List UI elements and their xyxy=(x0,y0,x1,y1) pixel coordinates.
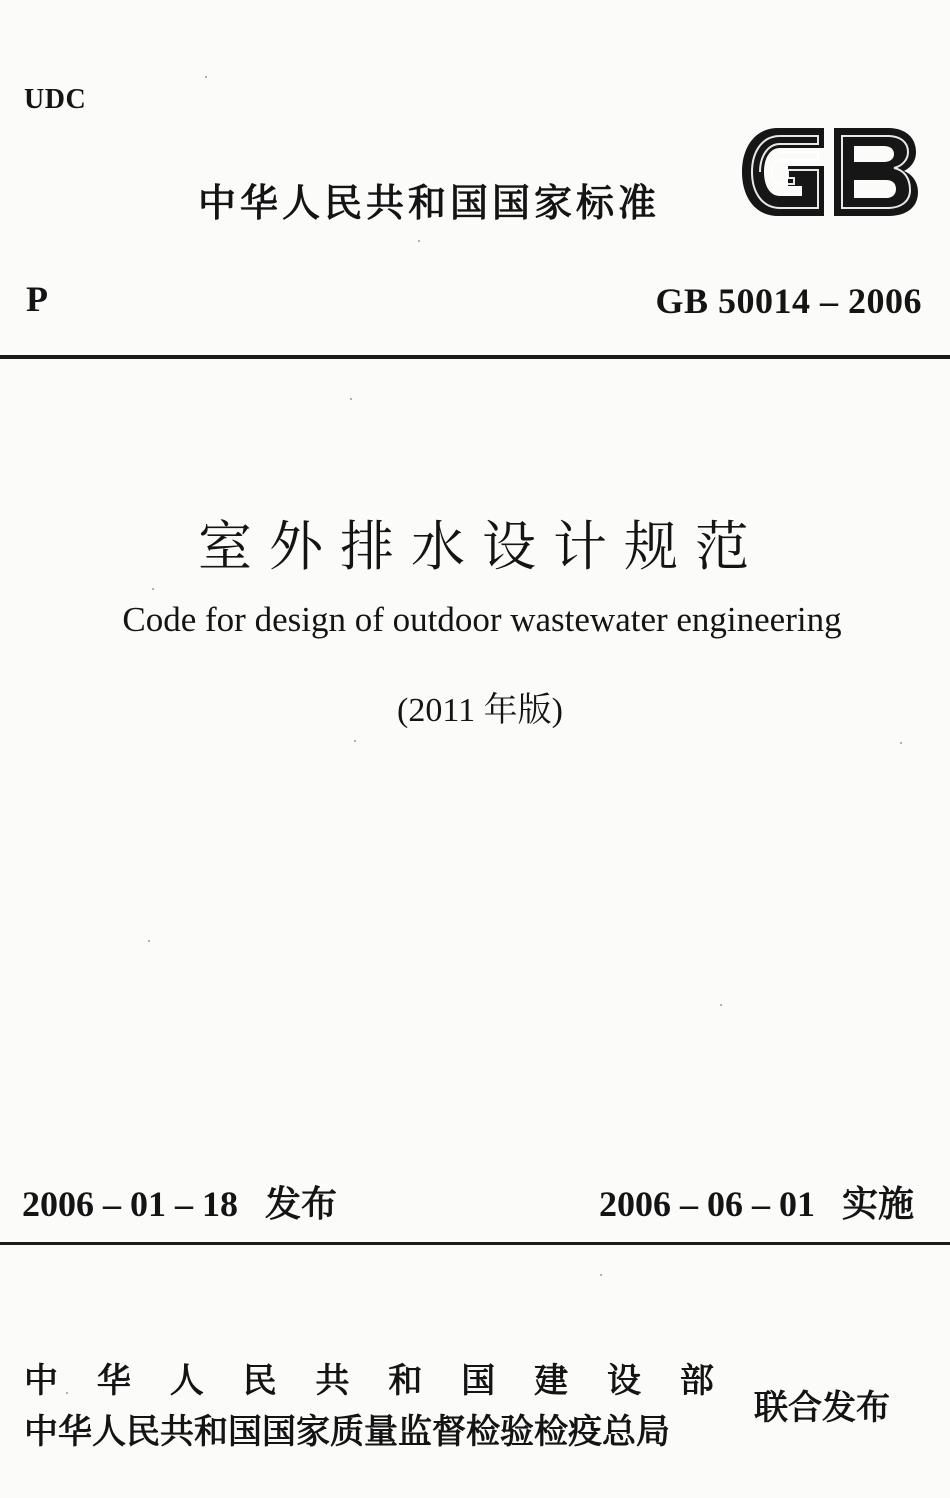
chinese-title: 室外排水设计规范 xyxy=(198,515,766,578)
scan-speck xyxy=(354,740,356,742)
scan-speck xyxy=(205,76,207,78)
standard-type-heading: 中华人民共和国国家标准 xyxy=(198,181,661,225)
gb-logo xyxy=(738,122,922,222)
release-date-block xyxy=(22,1176,337,1227)
scan-speck xyxy=(720,1004,722,1006)
top-divider xyxy=(0,355,950,359)
scan-speck xyxy=(350,398,352,400)
english-title: Code for design of outdoor wastewater engineering xyxy=(122,600,842,639)
issuer-char: 中 xyxy=(24,1361,58,1401)
release-date: 2006 – 01 – 18 xyxy=(22,1184,238,1224)
issuer-char: 部 xyxy=(679,1361,714,1401)
udc-label: UDC xyxy=(24,84,87,115)
scan-speck xyxy=(66,1392,68,1394)
bottom-divider xyxy=(0,1242,950,1245)
issuer-char: 人 xyxy=(169,1361,204,1401)
issuer-char: 民 xyxy=(242,1361,277,1401)
effective-date-block xyxy=(599,1176,914,1227)
issuer-char: 共 xyxy=(315,1361,350,1401)
issuer-char: 国 xyxy=(461,1361,496,1401)
effective-label: 实施 xyxy=(841,1184,914,1225)
release-label: 发布 xyxy=(265,1184,338,1225)
scan-speck xyxy=(600,1274,602,1276)
issuer-char: 设 xyxy=(607,1361,641,1401)
issuer-ministry-of-construction xyxy=(24,1353,714,1402)
issuer-aqsiq: 中华人民共和国国家质量监督检验检疫总局 xyxy=(24,1412,670,1452)
effective-date: 2006 – 06 – 01 xyxy=(598,1184,815,1224)
issuer-char: 和 xyxy=(388,1361,423,1401)
issuer-char: 华 xyxy=(96,1361,131,1401)
scan-speck xyxy=(418,240,420,242)
scan-speck xyxy=(900,742,902,744)
issuer-char: 建 xyxy=(534,1361,569,1401)
scan-speck xyxy=(148,940,150,942)
category-code: P xyxy=(26,279,48,319)
scan-speck xyxy=(152,588,154,590)
joint-release-label: 联合发布 xyxy=(754,1388,890,1428)
edition-label: (2011 年版) xyxy=(397,692,563,729)
standard-number: GB 50014 – 2006 xyxy=(655,281,922,321)
